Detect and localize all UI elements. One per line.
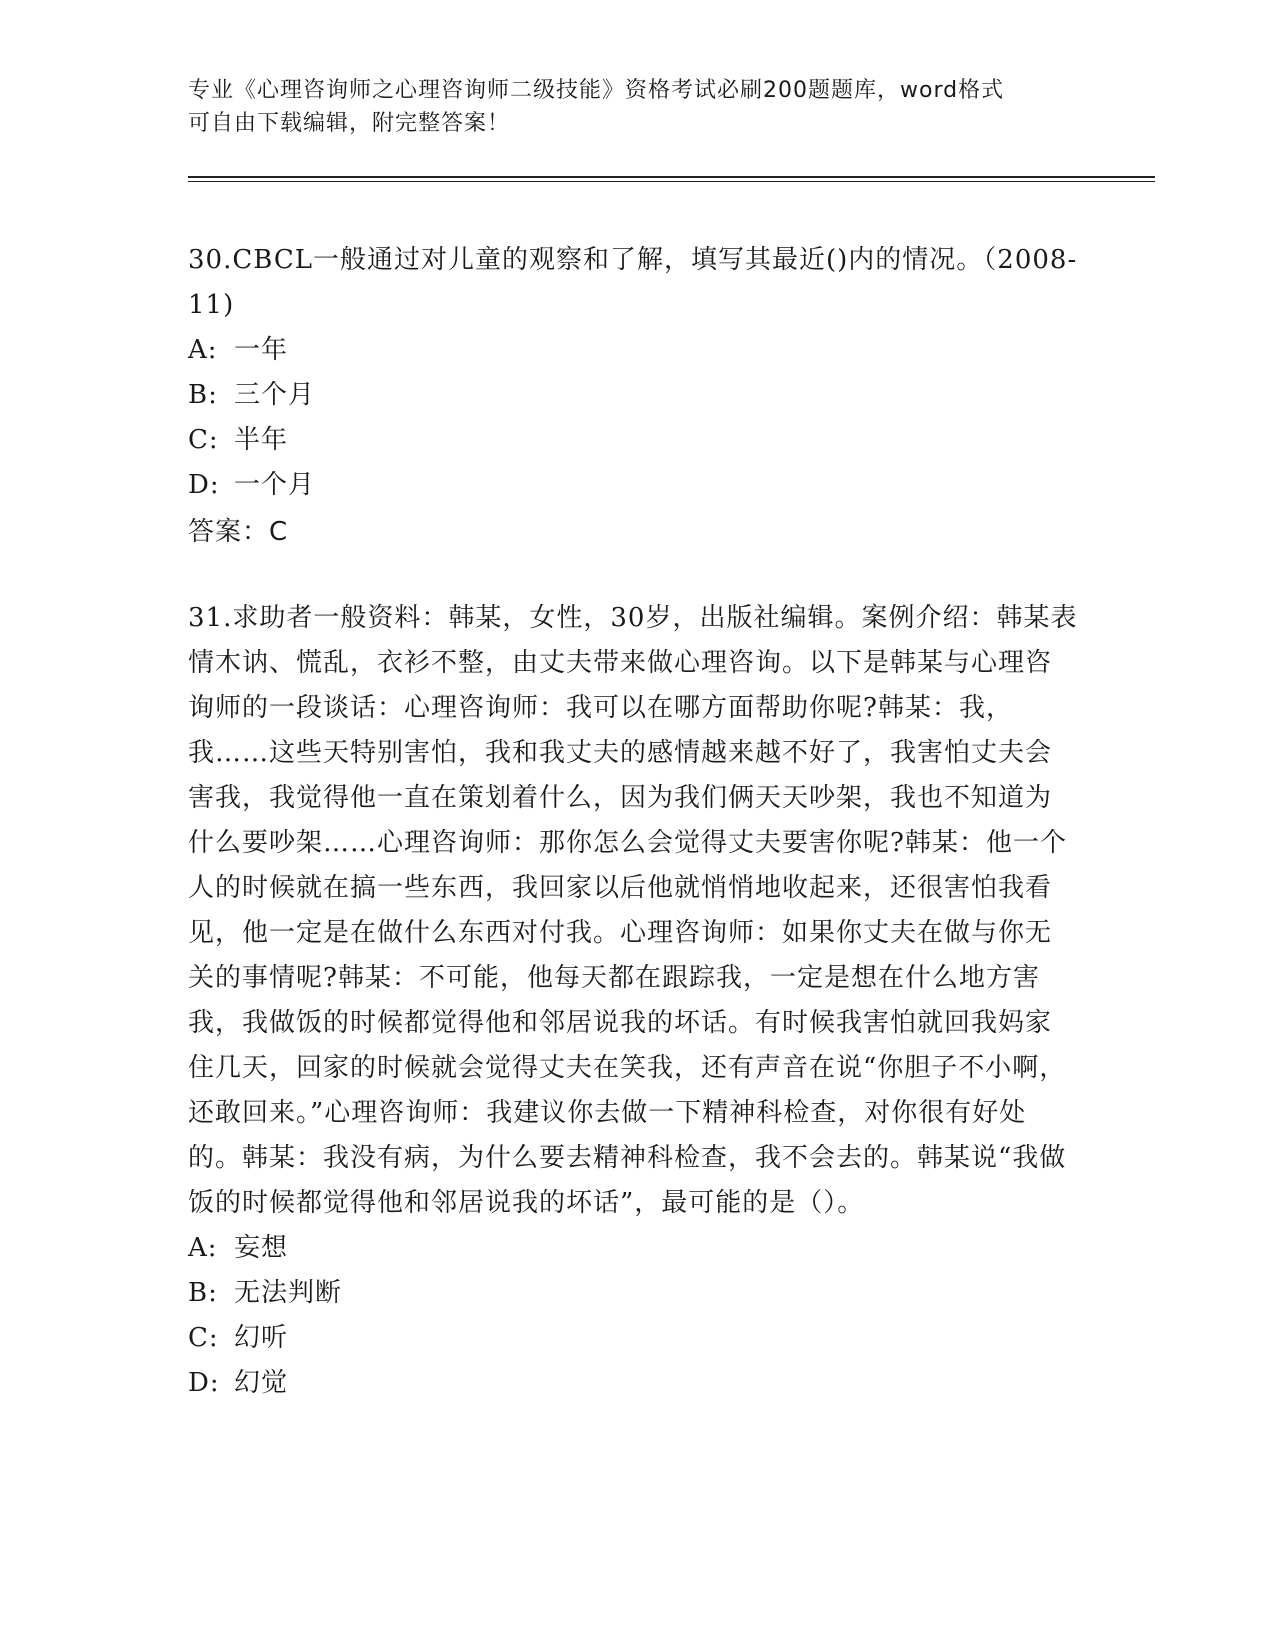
option-a: [188, 1226, 1078, 1271]
option-list: [188, 328, 1078, 508]
option-text: 无法判断: [234, 1278, 343, 1308]
option-text: 一个月: [234, 470, 316, 500]
option-b: [188, 1271, 1078, 1316]
header-divider: [188, 176, 1155, 178]
option-c: [188, 1316, 1078, 1361]
option-key: C:: [188, 425, 219, 455]
option-a: [188, 328, 1078, 373]
option-text: 妄想: [234, 1233, 289, 1263]
question-text: 求助者一般资料：韩某，女性，30岁，出版社编辑。案例介绍：韩某表情木讷、慌乱，衣衫不整，由丈夫带来做心理咨询。以下是韩某与心理咨询师的一段谈话：心理咨询师：我可以在哪方面帮助你呢?韩某：我，我……这些天特别害怕，我和我丈夫的感情越来越不好了，我害怕丈夫会害我，我觉得他一直在策划着什么，因为我们俩天天吵架，我也不知道为什么要吵架……心理咨询师：那你怎么会觉得丈夫要害你呢?韩某：他一个人的时候就在搞一些东西，我回家以后他就悄悄地收起来，还很害怕我看见，他一定是在做什么东西对付我。心理咨询师：如果你丈夫在做与你无关的事情呢?韩某：不可能，他每天都在跟踪我，一定是想在什么地方害我，我做饭的时候都觉得他和邻居说我的坏话。有时候我害怕就回我妈家住几天，回家的时候就会觉得丈夫在笑我，还有声音在说“你胆子不小啊，还敢回来。”心理咨询师：我建议你去做一下精神科检查，对你很有好处的。韩某：我没有病，为什么要去精神科检查，我不会去的。韩某说“我做饭的时候都觉得他和邻居说我的坏话”，最可能的是（）。: [188, 603, 1078, 1218]
option-list: [188, 1226, 1078, 1406]
answer-line: 答案：C: [188, 517, 289, 547]
question-31: [188, 596, 1078, 1406]
option-key: B:: [188, 1278, 218, 1308]
option-b: [188, 373, 1078, 418]
option-text: 幻听: [234, 1323, 289, 1353]
option-text: 半年: [234, 425, 289, 455]
question-number: 31.: [188, 603, 233, 633]
option-text: 一年: [234, 335, 289, 365]
question-30: [188, 238, 1078, 555]
option-key: D:: [188, 470, 220, 500]
option-d: [188, 463, 1078, 508]
header-line-2: 可自由下载编辑，附完整答案！: [188, 111, 511, 136]
option-key: C:: [188, 1323, 219, 1353]
option-key: B:: [188, 380, 218, 410]
question-number: 30.: [188, 245, 233, 275]
question-stem: [188, 238, 1078, 328]
option-c: [188, 418, 1078, 463]
option-key: D:: [188, 1368, 220, 1398]
option-key: A:: [188, 1233, 218, 1263]
header-divider-thin: [188, 181, 1155, 182]
header-line-1: 专业《心理咨询师之心理咨询师二级技能》资格考试必刷200题题库，word格式: [188, 78, 1005, 103]
question-text: CBCL一般通过对儿童的观察和了解，填写其最近()内的情况。（2008-11): [188, 245, 1078, 320]
question-stem: [188, 596, 1078, 1226]
option-d: [188, 1361, 1078, 1406]
option-text: 幻觉: [234, 1368, 289, 1398]
option-key: A:: [188, 335, 218, 365]
option-text: 三个月: [234, 380, 316, 410]
document-header: [188, 74, 1088, 140]
